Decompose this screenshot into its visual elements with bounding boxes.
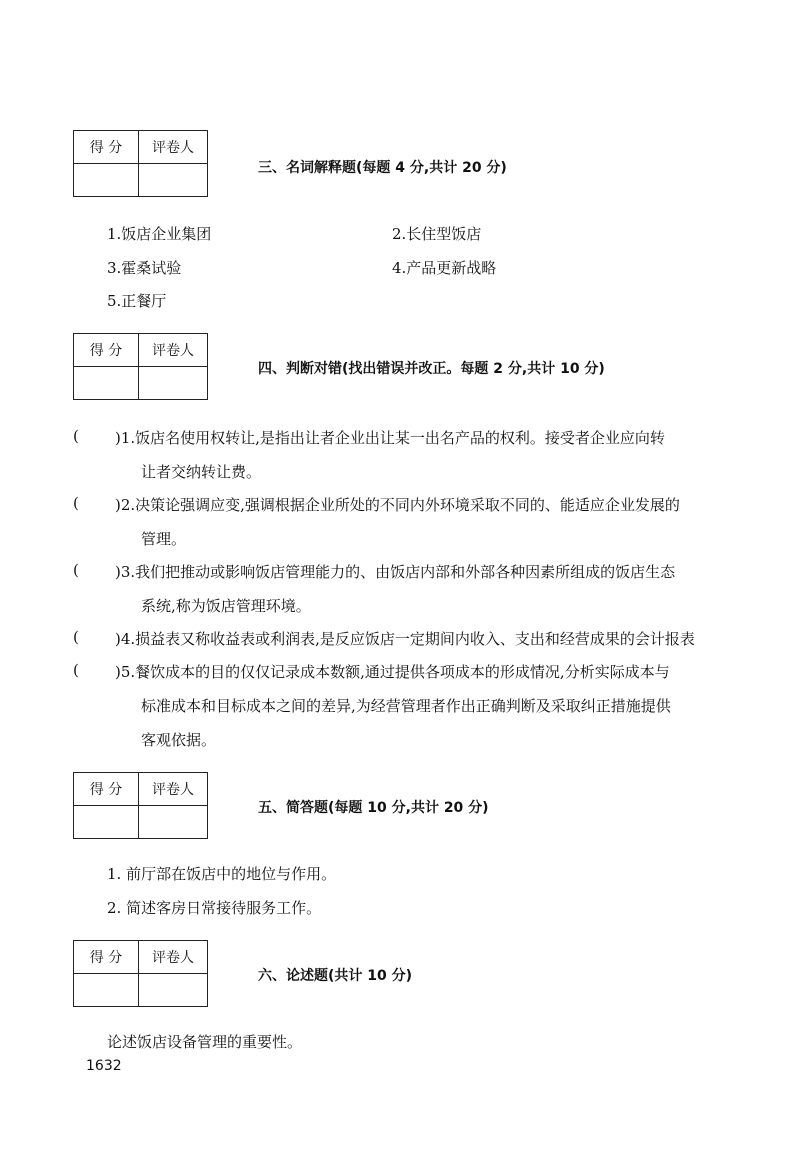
term-item-3: 3.霍桑试验 (107, 259, 182, 277)
answer-bracket-3: ( (73, 561, 79, 579)
term-item-1: 1.饭店企业集团 (107, 225, 212, 243)
score-box-section5 (73, 772, 208, 839)
answer-bracket-1: ( (73, 427, 79, 445)
term-item-2: 2.长住型饭店 (392, 225, 482, 243)
score-cell (74, 806, 139, 839)
score-box-section6 (73, 940, 208, 1007)
section3-title: 三、名词解释题(每题 4 分,共计 20 分) (258, 160, 507, 176)
judge-item-3-line2: 系统,称为饭店管理环境。 (141, 597, 311, 615)
score-cell (74, 367, 139, 400)
section4-title: 四、判断对错(找出错误并改正。每题 2 分,共计 10 分) (258, 361, 605, 377)
score-label: 得 分 (74, 131, 139, 164)
answer-bracket-2: ( (73, 494, 79, 512)
score-box-section3 (73, 130, 208, 197)
judge-item-1-line1: )1.饭店名使用权转让,是指出让者企业出让某一出名产品的权利。接受者企业应向转 (115, 429, 665, 447)
judge-item-2-line2: 管理。 (141, 530, 187, 548)
score-label: 得 分 (74, 941, 139, 974)
page-number: 1632 (86, 1058, 122, 1074)
grader-label: 评卷人 (139, 941, 208, 974)
term-item-5: 5.正餐厅 (107, 292, 167, 310)
grader-cell (139, 806, 208, 839)
score-cell (74, 974, 139, 1007)
judge-item-1-line2: 让者交纳转让费。 (141, 463, 262, 481)
grader-cell (139, 974, 208, 1007)
term-item-4: 4.产品更新战略 (392, 259, 497, 277)
answer-bracket-4: ( (73, 628, 79, 646)
score-label: 得 分 (74, 773, 139, 806)
score-box-section4 (73, 333, 208, 400)
answer-bracket-5: ( (73, 661, 79, 679)
judge-item-4-line1: )4.损益表又称收益表或利润表,是反应饭店一定期间内收入、支出和经营成果的会计报表 (115, 630, 695, 648)
score-cell (74, 164, 139, 197)
judge-item-2-line1: )2.决策论强调应变,强调根据企业所处的不同内外环境采取不同的、能适应企业发展的 (115, 496, 680, 514)
judge-item-5-line2: 标准成本和目标成本之间的差异,为经营管理者作出正确判断及采取纠正措施提供 (141, 697, 671, 715)
essay-question: 论述饭店设备管理的重要性。 (107, 1033, 303, 1051)
grader-cell (139, 164, 208, 197)
short-answer-item-2: 2. 简述客房日常接待服务工作。 (107, 899, 322, 917)
grader-cell (139, 367, 208, 400)
judge-item-5-line1: )5.餐饮成本的目的仅仅记录成本数额,通过提供各项成本的形成情况,分析实际成本与 (115, 663, 670, 681)
judge-item-5-line3: 客观依据。 (141, 731, 217, 749)
grader-label: 评卷人 (139, 334, 208, 367)
judge-item-3-line1: )3.我们把推动或影响饭店管理能力的、由饭店内部和外部各种因素所组成的饭店生态 (115, 563, 676, 581)
score-label: 得 分 (74, 334, 139, 367)
grader-label: 评卷人 (139, 131, 208, 164)
short-answer-item-1: 1. 前厅部在饭店中的地位与作用。 (107, 865, 337, 883)
section6-title: 六、论述题(共计 10 分) (258, 968, 413, 984)
grader-label: 评卷人 (139, 773, 208, 806)
section5-title: 五、简答题(每题 10 分,共计 20 分) (258, 800, 489, 816)
